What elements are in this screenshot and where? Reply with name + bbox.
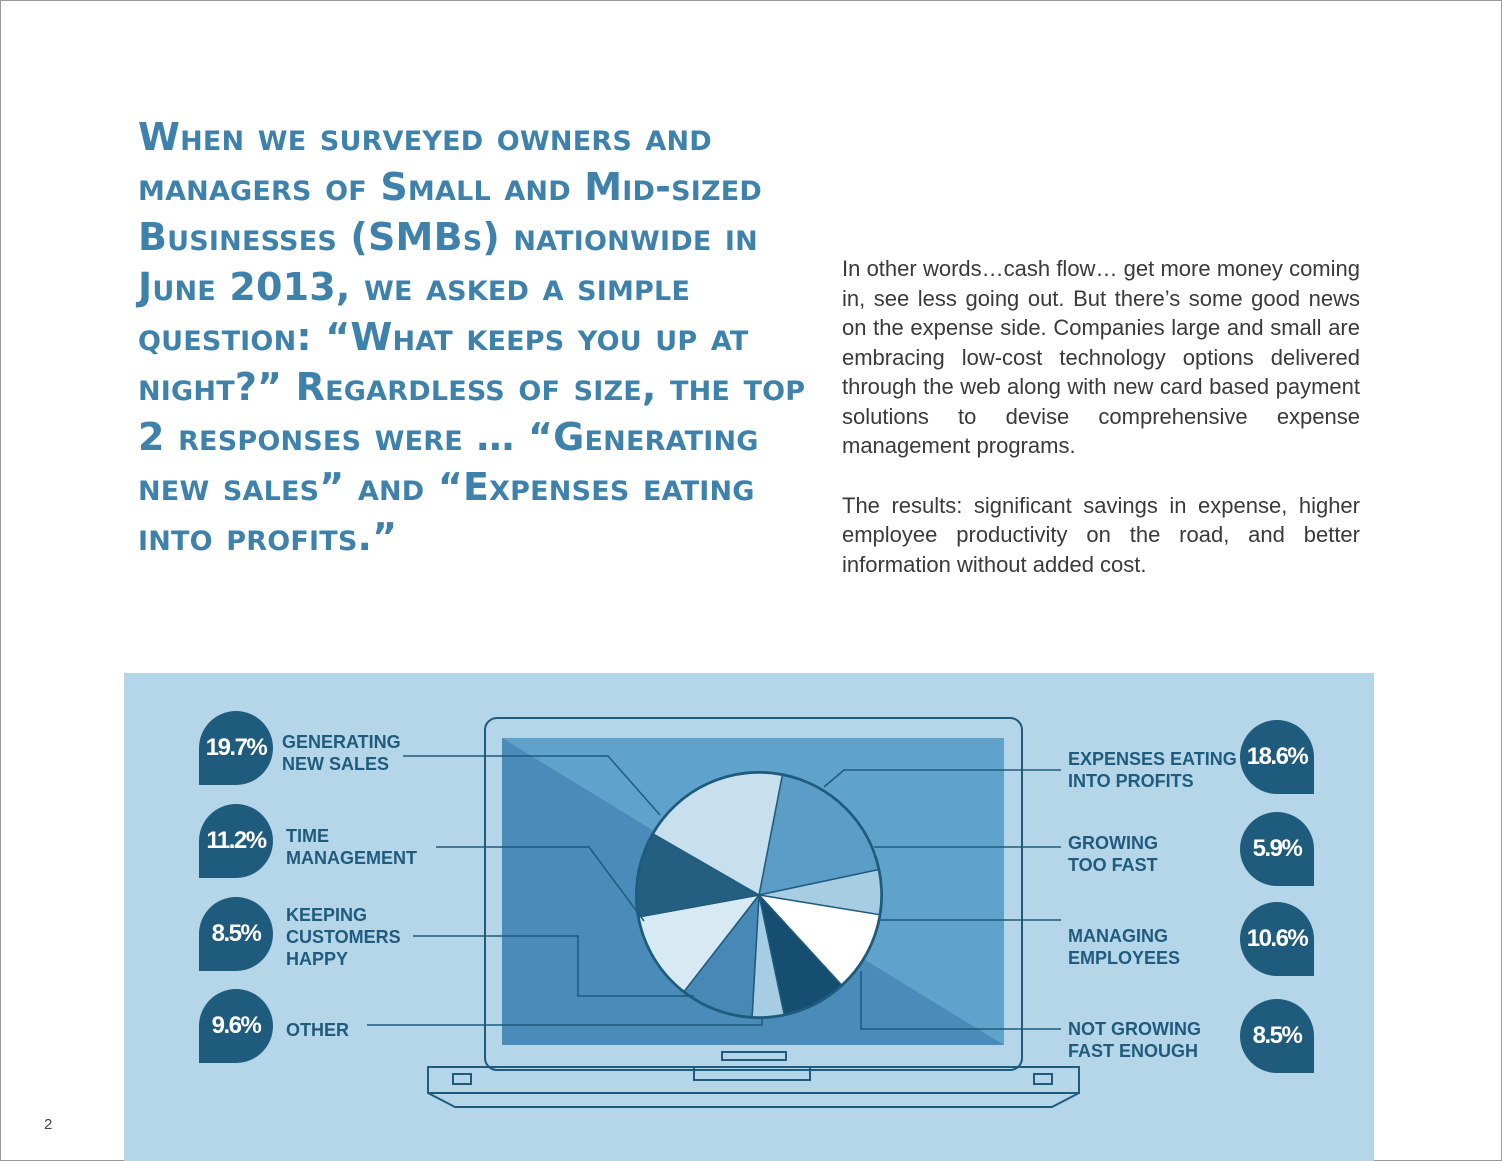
stat-label-time-management: TIME MANAGEMENT [286, 826, 417, 868]
body-text [842, 254, 1360, 609]
laptop-bottom [428, 1093, 1079, 1107]
stat-badge-not-growing-fast-enough: 8.5% [1240, 999, 1314, 1073]
stat-badge-growing-too-fast: 5.9% [1240, 812, 1314, 886]
laptop-port-right [1034, 1074, 1052, 1084]
laptop-port-left [453, 1074, 471, 1084]
laptop-hinge [722, 1052, 786, 1060]
stat-label-managing-employees: MANAGING EMPLOYEES [1068, 926, 1181, 968]
body-paragraph-1: In other words…cash flow… get more money coming in, see less going out. But there’s some good news on the expense side. Companies large and small are embracing low-cost technology options delivered through the web along with new card based payment solutions to devise comprehensive expense management programs. [842, 256, 1360, 458]
stat-label-other: OTHER [286, 1020, 349, 1040]
stat-label-expenses-eating-into-profits: EXPENSES EATING INTO PROFITS [1068, 749, 1237, 791]
infographic-panel [124, 673, 1374, 1161]
stat-label-keeping-customers-happy: KEEPING CUSTOMERS HAPPY [286, 905, 401, 969]
stat-badge-other: 9.6% [199, 989, 273, 1063]
headline: When we surveyed owners and managers of Small and Mid-sized Businesses (SMBs) nationwide in June 2013, we asked a simple question: “What keeps you up at night?” Regardless of size, the top 2 responses were … “Generating new sales” and “Expenses eating into profits.” [138, 115, 806, 559]
page-number: 2 [44, 1116, 53, 1133]
stat-badge-time-management: 11.2% [199, 804, 273, 878]
stat-badge-managing-employees: 10.6% [1240, 902, 1314, 976]
stat-badge-expenses-eating-into-profits: 18.6% [1240, 720, 1314, 794]
laptop-trackpad [694, 1067, 810, 1080]
stat-badge-keeping-customers-happy: 8.5% [199, 897, 273, 971]
body-paragraph-2: The results: significant savings in expense, higher employee productivity on the road, and better information without added cost. [842, 492, 1360, 577]
stat-label-generating-new-sales: GENERATING NEW SALES [282, 732, 401, 774]
pie-chart [637, 773, 881, 1017]
stat-badge-generating-new-sales: 19.7% [199, 711, 273, 785]
stat-label-not-growing-fast-enough: NOT GROWING FAST ENOUGH [1068, 1019, 1201, 1061]
stat-label-growing-too-fast: GROWING TOO FAST [1068, 833, 1158, 875]
